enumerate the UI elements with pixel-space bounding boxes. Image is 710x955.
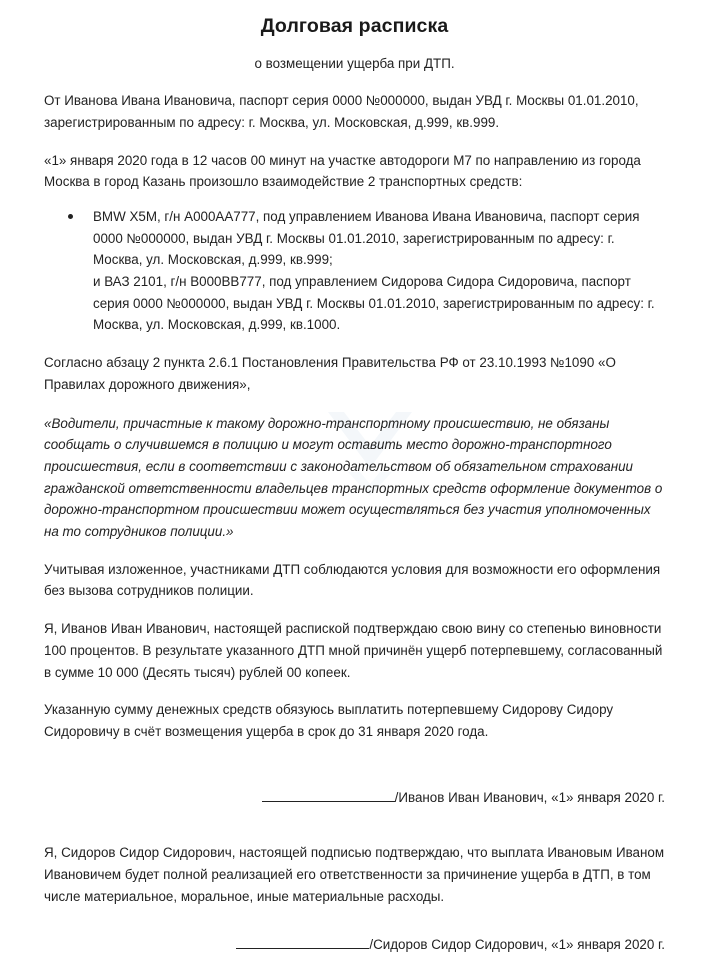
signature-name-and-date: /Иванов Иван Иванович, «1» января 2020 г. xyxy=(395,790,665,805)
signature-line[interactable] xyxy=(262,788,395,801)
vehicle-description: BMW X5M, г/н А000АА777, под управлением Иванова Ивана Ивановича, паспорт серия 0000 №000000, выдан УВД г. Москвы 01.01.2010, зарегистрированным по адресу: г. Москва, ул. Московская, д.999, кв.999; xyxy=(93,209,640,267)
spacer xyxy=(44,808,665,826)
vehicle-description: и ВАЗ 2101, г/н В000ВВ777, под управлением Сидорова Сидора Сидоровича, паспорт серия 0000 №000000, выдан УВД г. Москвы 01.01.2010, зарегистрированным по адресу: г. Москва, ул. Московская, д.999, кв.1000. xyxy=(93,274,655,332)
signature-block-victim xyxy=(44,908,665,955)
document-subtitle: о возмещении ущерба при ДТП. xyxy=(44,39,665,74)
paragraph-debtor-details: От Иванова Ивана Ивановича, паспорт серия 0000 №000000, выдан УВД г. Москвы 01.01.2010, зарегистрированным по адресу: г. Москва, ул. Московская, д.999, кв.999. xyxy=(44,74,665,133)
vehicle-list xyxy=(44,193,665,336)
bullet-point-icon xyxy=(68,214,73,219)
signature-block-debtor xyxy=(44,743,665,809)
document-title: Долговая расписка xyxy=(44,0,665,39)
list-item xyxy=(44,271,665,336)
paragraph-conclusion: Учитывая изложенное, участниками ДТП соблюдаются условия для возможности его оформления без вызова сотрудников полиции. xyxy=(44,543,665,602)
paragraph-legal-quote: «Водители, причастные к такому дорожно-транспортному происшествию, не обязаны сообщать о случившемся в полицию и могут оставить место дорожно-транспортного происшествия, если в соответствии с законодательством об обязательном страховании гражданской ответственности владельцев транспортных средств оформление документов о дорожно-транспортном происшествии может осуществляться без участия уполномоченных на то сотрудников полиции.» xyxy=(44,396,665,543)
paragraph-incident-description: «1» января 2020 года в 12 часов 00 минут на участке автодороги М7 по направлению из города Москва в город Казань произошло взаимодействие 2 транспортных средств: xyxy=(44,134,665,193)
paragraph-payment-obligation: Указанную сумму денежных средств обязуюсь выплатить потерпевшему Сидорову Сидору Сидоровичу в счёт возмещения ущерба в срок до 31 января 2020 года. xyxy=(44,683,665,742)
signature-line[interactable] xyxy=(236,935,369,948)
signature-name-and-date: /Сидоров Сидор Сидорович, «1» января 2020 г. xyxy=(369,937,665,952)
paragraph-victim-statement: Я, Сидоров Сидор Сидорович, настоящей подписью подтверждаю, что выплата Ивановым Иваном Ивановичем будет полной реализацией его ответственности за причинение ущерба в ДТП, в том числе материальное, моральное, иные материальные расходы. xyxy=(44,826,665,907)
paragraph-guilt-statement: Я, Иванов Иван Иванович, настоящей распиской подтверждаю свою вину со степенью виновности 100 процентов. В результате указанного ДТП мной причинён ущерб потерпевшему, согласованный в сумме 10 000 (Десять тысяч) рублей 00 копеек. xyxy=(44,602,665,683)
list-item xyxy=(44,206,665,271)
paragraph-legal-reference: Согласно абзацу 2 пункта 2.6.1 Постановления Правительства РФ от 23.10.1993 №1090 «О Правилах дорожного движения», xyxy=(44,336,665,395)
